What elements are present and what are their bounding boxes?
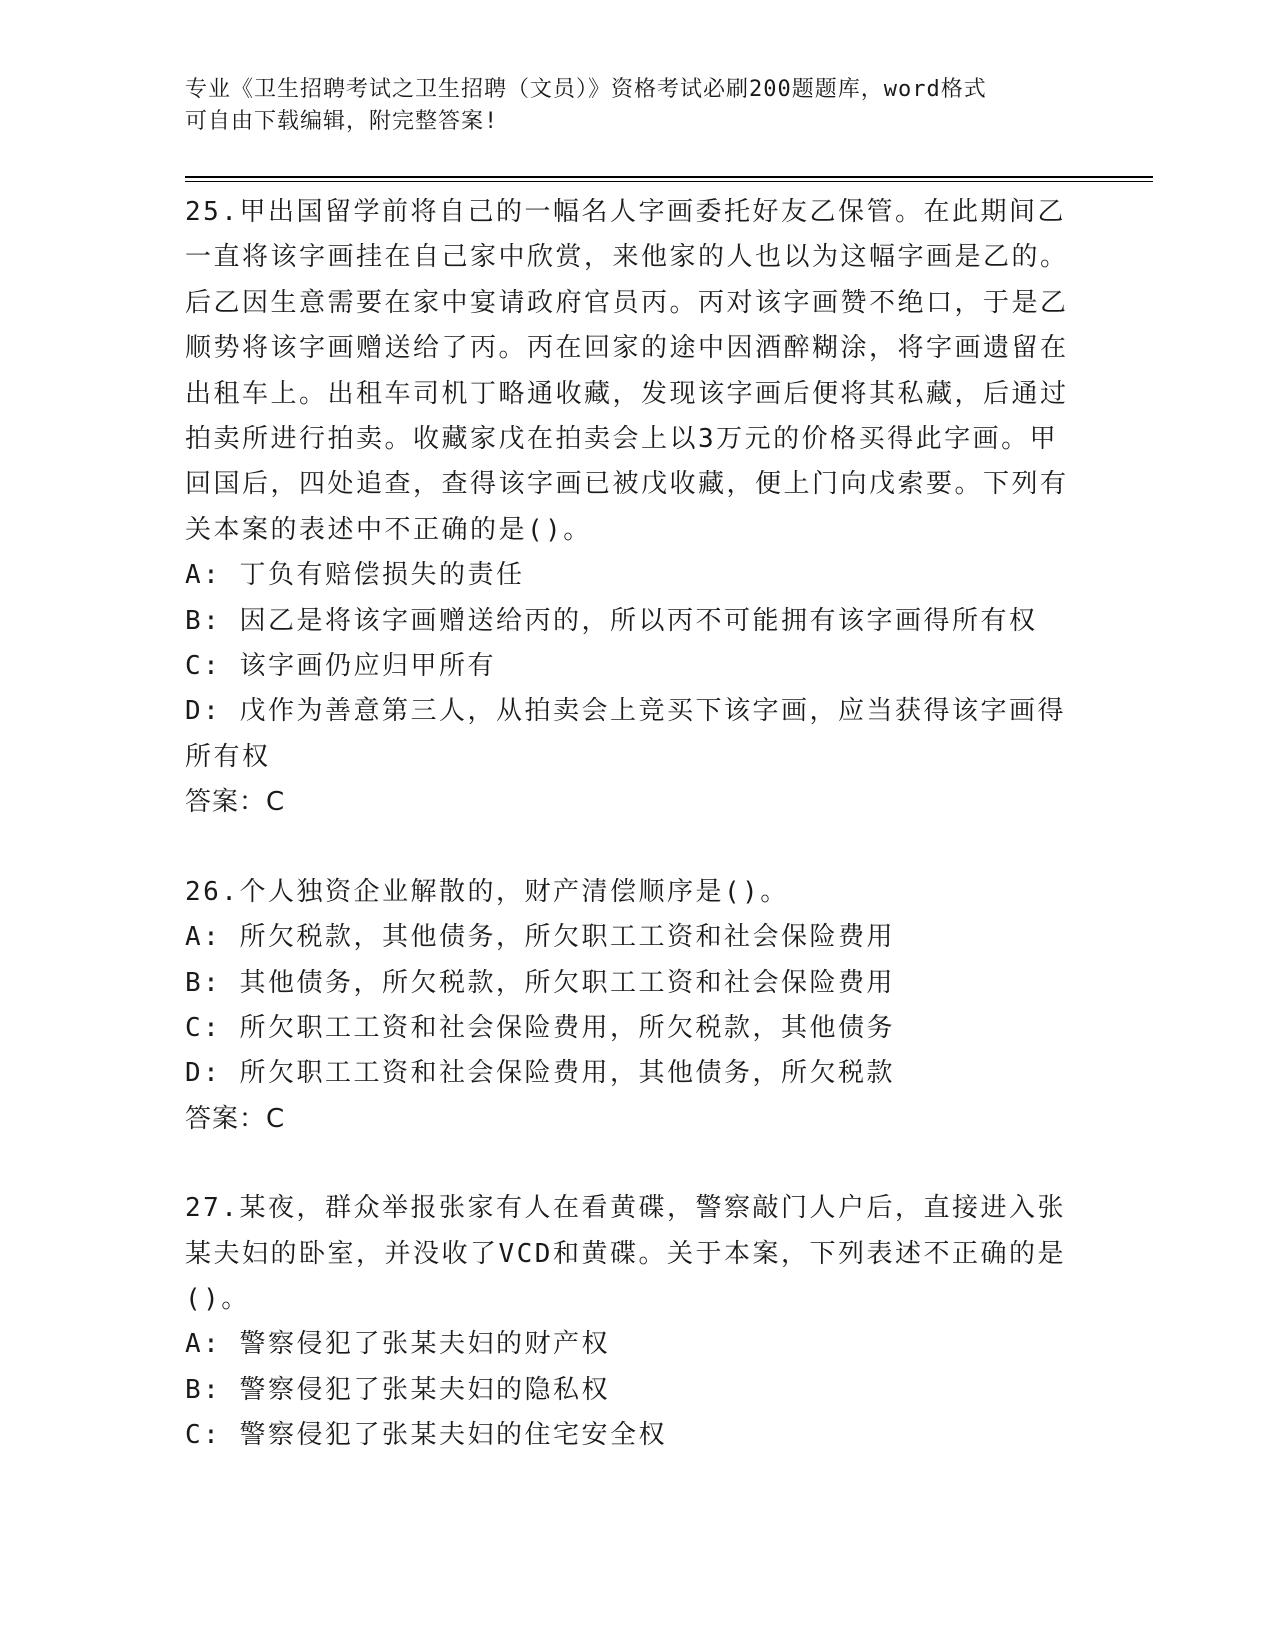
header-divider-thick (185, 176, 1153, 178)
document-header (185, 74, 1065, 138)
option-c: C: 警察侵犯了张某夫妇的住宅安全权 (185, 1420, 667, 1451)
answer-line: 答案：C (185, 787, 286, 818)
option-a: A: 丁负有赔偿损失的责任 (185, 560, 525, 591)
option-c: C: 该字画仍应归甲所有 (185, 651, 496, 682)
answer-line: 答案：C (185, 1103, 286, 1134)
question-26 (185, 870, 1075, 1142)
header-divider-thin (185, 181, 1153, 182)
question-stem: 26.个人独资企业解散的，财产清偿顺序是()。 (185, 876, 789, 907)
option-a: A: 所欠税款，其他债务，所欠职工工资和社会保险费用 (185, 922, 895, 953)
option-a: A: 警察侵犯了张某夫妇的财产权 (185, 1329, 610, 1360)
header-title-line-2: 可自由下载编辑，附完整答案! (185, 109, 499, 134)
option-c: C: 所欠职工工资和社会保险费用，所欠税款，其他债务 (185, 1012, 895, 1043)
question-27 (185, 1186, 1075, 1458)
question-list (185, 190, 1075, 1503)
option-b: B: 因乙是将该字画赠送给丙的，所以丙不可能拥有该字画得所有权 (185, 605, 1038, 636)
question-stem: 27.某夜，群众举报张家有人在看黄碟，警察敲门人户后，直接进入张某夫妇的卧室，并没收了VCD和黄碟。关于本案，下列表述不正确的是()。 (185, 1193, 1066, 1314)
option-b: B: 警察侵犯了张某夫妇的隐私权 (185, 1374, 610, 1405)
question-stem: 25.甲出国留学前将自己的一幅名人字画委托好友乙保管。在此期间乙一直将该字画挂在自己家中欣赏，来他家的人也以为这幅字画是乙的。后乙因生意需要在家中宴请政府官员丙。丙对该字画赞不绝口，于是乙顺势将该字画赠送给了丙。丙在回家的途中因酒醉糊涂，将字画遗留在出租车上。出租车司机丁略通收藏，发现该字画后便将其私藏，后通过拍卖所进行拍卖。收藏家戊在拍卖会上以3万元的价格买得此字画。甲回国后，四处追查，查得该字画已被戊收藏，便上门向戊索要。下列有关本案的表述中不正确的是()。 (185, 197, 1069, 545)
question-25 (185, 190, 1075, 826)
option-b: B: 其他债务，所欠税款，所欠职工工资和社会保险费用 (185, 967, 895, 998)
option-d: D: 戊作为善意第三人，从拍卖会上竞买下该字画，应当获得该字画得所有权 (185, 696, 1066, 772)
header-title-line-1: 专业《卫生招聘考试之卫生招聘（文员）》资格考试必刷200题题库，word格式 (185, 77, 987, 102)
option-d: D: 所欠职工工资和社会保险费用，其他债务，所欠税款 (185, 1058, 895, 1089)
